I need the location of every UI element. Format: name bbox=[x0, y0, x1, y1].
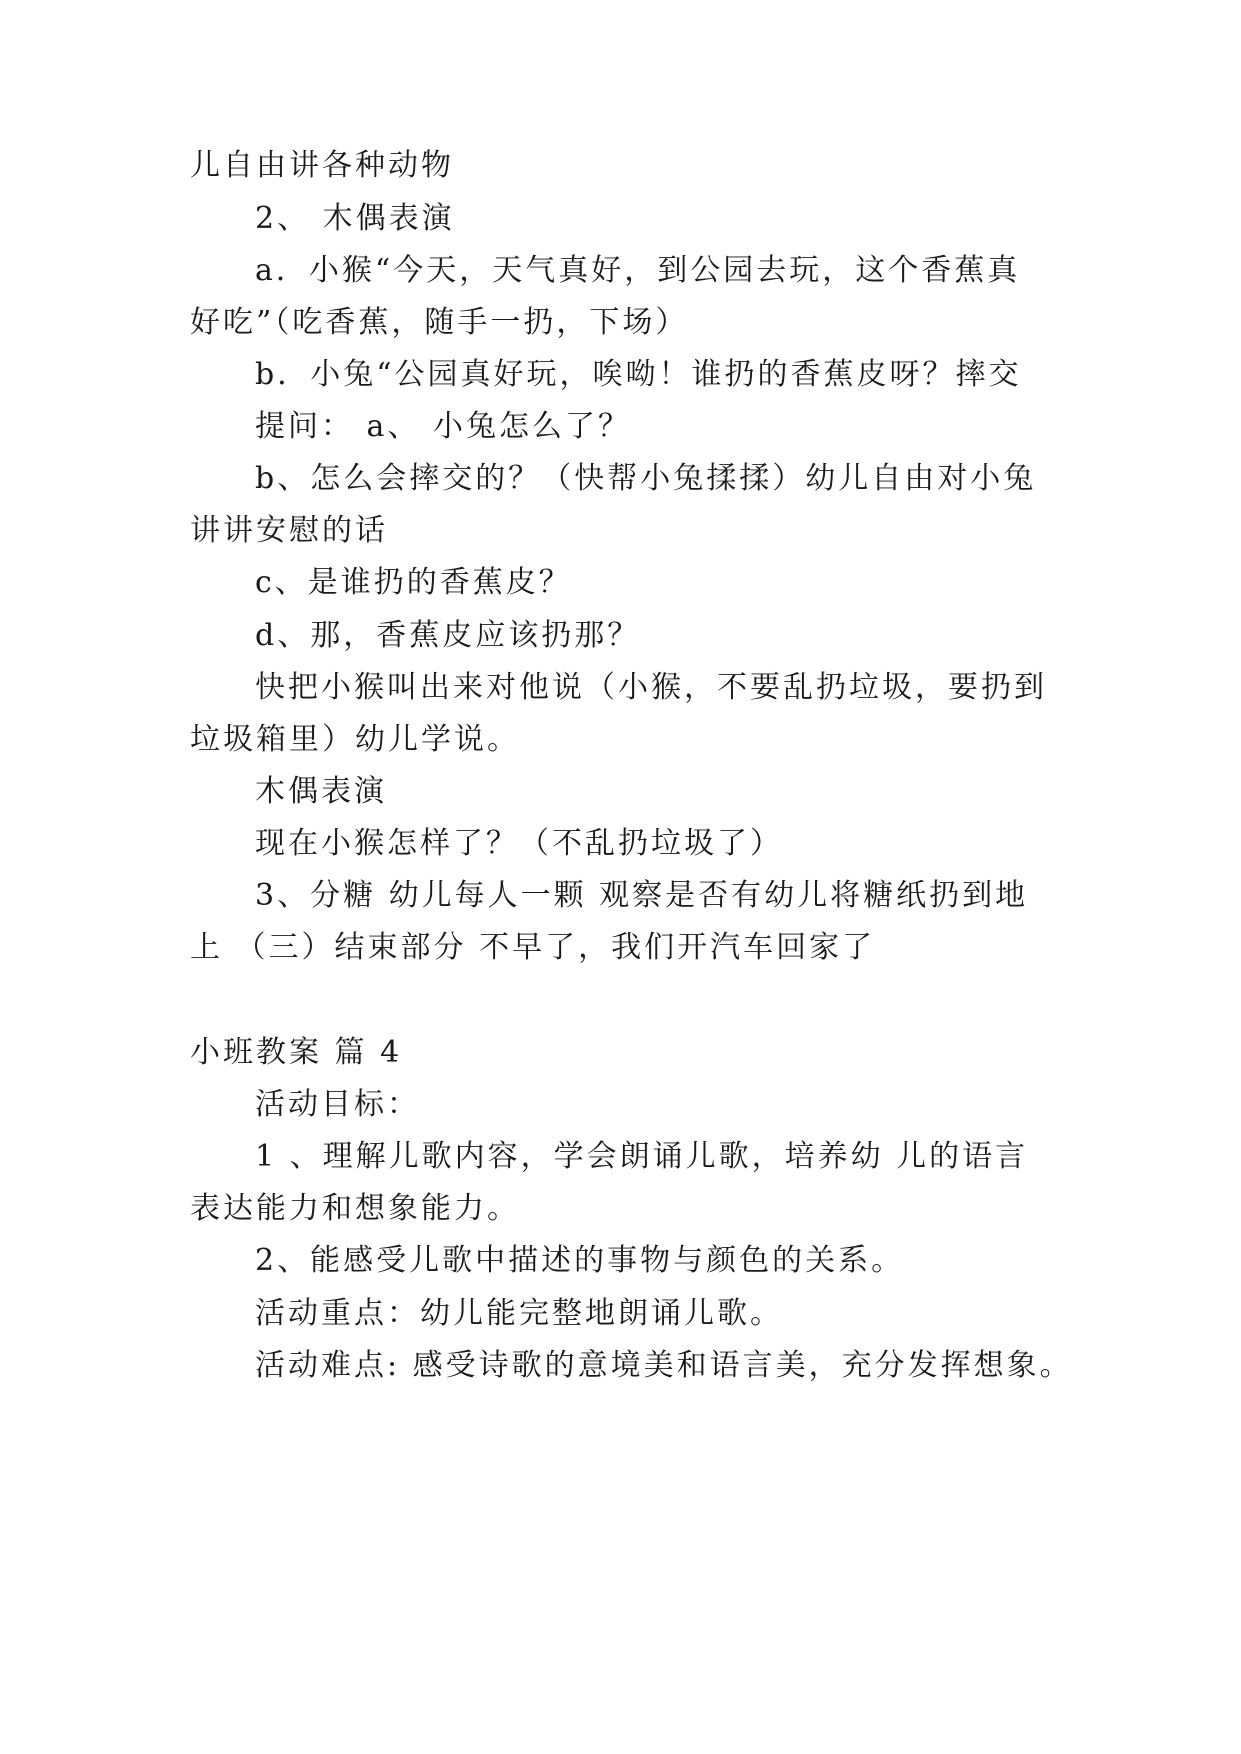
text-line: b．小兔“公园真好玩，唉呦！谁扔的香蕉皮呀？摔交 bbox=[255, 357, 1022, 392]
text-line: 好吃”（吃香蕉，随手一扔，下场） bbox=[190, 305, 689, 340]
text-line: a．小猴“今天，天气真好，到公园去玩，这个香蕉真 bbox=[255, 253, 1021, 288]
text-line: 1 、理解儿歌内容，学会朗诵儿歌，培养幼 儿的语言 bbox=[255, 1139, 1029, 1174]
text-line: 提问： a、 小兔怎么了？ bbox=[255, 409, 631, 444]
text-line: 活动难点: 感受诗歌的意境美和语言美，充分发挥想象。 bbox=[255, 1348, 1073, 1383]
text-line: 垃圾箱里）幼儿学说。 bbox=[190, 722, 520, 757]
text-line: 木偶表演 bbox=[255, 774, 387, 809]
text-line: 活动目标： bbox=[255, 1087, 420, 1122]
text-line: 3、分糖 幼儿每人一颗 观察是否有幼儿将糖纸扔到地 bbox=[255, 878, 1029, 913]
text-line: b、怎么会摔交的？（快帮小兔揉揉）幼儿自由对小兔 bbox=[255, 461, 1037, 496]
text-line: 儿自由讲各种动物 bbox=[190, 148, 454, 183]
text-line: 2、 木偶表演 bbox=[255, 201, 455, 236]
text-line: 上 （三）结束部分 不早了，我们开汽车回家了 bbox=[190, 930, 876, 965]
text-line: 快把小猴叫出来对他说（小猴，不要乱扔垃圾，要扔到 bbox=[255, 670, 1047, 705]
text-line: 活动重点：幼儿能完整地朗诵儿歌。 bbox=[255, 1296, 783, 1331]
text-line: 现在小猴怎样了？（不乱扔垃圾了） bbox=[255, 826, 783, 861]
text-line: d、那，香蕉皮应该扔那？ bbox=[255, 618, 641, 653]
section-heading: 小班教案 篇 4 bbox=[190, 1035, 403, 1070]
text-line: 表达能力和想象能力。 bbox=[190, 1191, 520, 1226]
text-line: c、是谁扔的香蕉皮？ bbox=[255, 565, 572, 600]
text-line: 2、能感受儿歌中描述的事物与颜色的关系。 bbox=[255, 1243, 905, 1278]
text-line: 讲讲安慰的话 bbox=[190, 513, 388, 548]
